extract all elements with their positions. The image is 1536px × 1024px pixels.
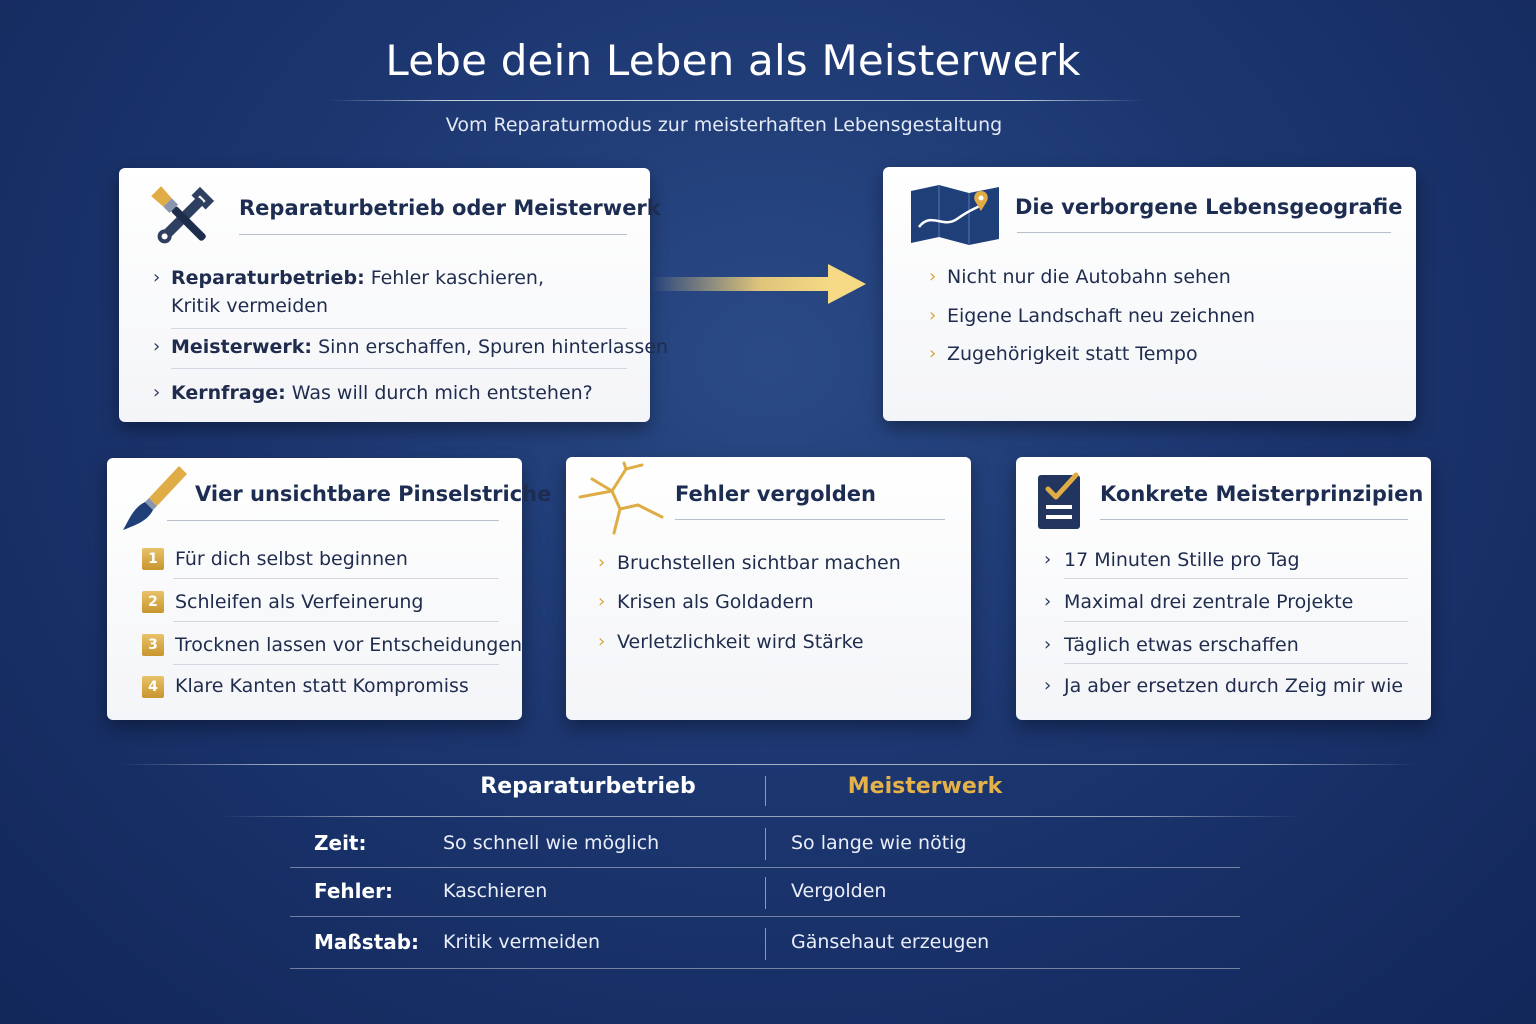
chevron-icon: ›	[598, 591, 606, 612]
list-item: Täglich etwas erschaffen	[1064, 634, 1299, 656]
list-item: Eigene Landschaft neu zeichnen	[947, 305, 1256, 327]
divider	[171, 328, 627, 329]
list-item: Nicht nur die Autobahn sehen	[947, 266, 1231, 288]
checklist-icon	[1036, 471, 1090, 531]
card-life-geography	[883, 167, 1416, 421]
list-item: Maximal drei zentrale Projekte	[1064, 591, 1354, 613]
list-item: Reparaturbetrieb: Fehler kaschieren,	[171, 267, 544, 289]
divider	[173, 664, 499, 665]
column-divider	[765, 877, 766, 909]
card-title: Konkrete Meisterprinzipien	[1100, 482, 1424, 506]
divider	[173, 578, 499, 579]
chevron-icon: ›	[929, 266, 937, 287]
number-badge: 2	[142, 591, 164, 613]
list-item-continuation: Kritik vermeiden	[171, 295, 329, 317]
arrow-right-icon	[652, 262, 870, 306]
row-label-time: Zeit:	[314, 831, 367, 855]
chevron-icon: ›	[929, 305, 937, 326]
list-item: Krisen als Goldadern	[617, 591, 814, 613]
divider	[1064, 621, 1408, 622]
column-divider	[765, 828, 766, 860]
card-brush-strokes	[107, 458, 552, 720]
page-title: Lebe dein Leben als Meisterwerk	[385, 36, 1081, 85]
table-top-rule	[120, 764, 1416, 765]
title-divider	[328, 100, 1144, 101]
chevron-icon: ›	[1044, 675, 1052, 696]
chevron-icon: ›	[1044, 591, 1052, 612]
cell-repair-standard: Kritik vermeiden	[443, 931, 601, 953]
chevron-icon: ›	[598, 631, 606, 652]
list-item: 17 Minuten Stille pro Tag	[1064, 549, 1300, 571]
chevron-icon: ›	[153, 336, 161, 357]
list-item: Schleifen als Verfeinerung	[175, 591, 424, 613]
list-item: Klare Kanten statt Kompromiss	[175, 675, 469, 697]
cell-masterpiece-time: So lange wie nötig	[791, 832, 967, 854]
wrench-brush-icon	[143, 182, 223, 254]
column-header-repair: Reparaturbetrieb	[480, 774, 696, 799]
table-rule	[220, 816, 1300, 817]
table-rule	[290, 968, 1240, 969]
number-badge: 1	[142, 548, 164, 570]
chevron-icon: ›	[153, 382, 161, 403]
cell-repair-time: So schnell wie möglich	[443, 832, 660, 854]
row-label-standard: Maßstab:	[314, 930, 420, 954]
chevron-icon: ›	[1044, 549, 1052, 570]
title-rule	[167, 520, 499, 521]
chevron-icon: ›	[598, 552, 606, 573]
card-title: Reparaturbetrieb oder Meisterwerk	[239, 196, 661, 220]
card-master-principles	[1016, 457, 1431, 720]
divider	[1064, 663, 1408, 664]
card-repair-or-masterpiece	[119, 168, 669, 422]
chevron-icon: ›	[1044, 634, 1052, 655]
list-item: Bruchstellen sichtbar machen	[617, 552, 901, 574]
list-item: Für dich selbst beginnen	[175, 548, 408, 570]
list-item: Verletzlichkeit wird Stärke	[617, 631, 864, 653]
divider	[171, 368, 627, 369]
table-rule	[290, 916, 1240, 917]
cell-masterpiece-mistakes: Vergolden	[791, 880, 887, 902]
list-item: Trocknen lassen vor Entscheidungen	[175, 634, 523, 656]
gold-crack-icon	[578, 461, 668, 535]
number-badge: 3	[142, 634, 164, 656]
title-rule	[1100, 519, 1408, 520]
cell-repair-mistakes: Kaschieren	[443, 880, 548, 902]
page-subtitle: Vom Reparaturmodus zur meisterhaften Lebensgestaltung	[445, 114, 1003, 136]
map-icon	[909, 183, 1001, 245]
list-item: Zugehörigkeit statt Tempo	[947, 343, 1198, 365]
list-item: Meisterwerk: Sinn erschaffen, Spuren hinterlassen	[171, 336, 669, 358]
row-label-mistakes: Fehler:	[314, 879, 393, 903]
title-rule	[675, 519, 945, 520]
list-item: Kernfrage: Was will durch mich entstehen?	[171, 382, 593, 404]
paintbrush-icon	[119, 462, 191, 534]
number-badge: 4	[142, 676, 164, 698]
list-item: Ja aber ersetzen durch Zeig mir wie	[1064, 675, 1404, 697]
column-divider	[765, 776, 766, 806]
card-gild-mistakes	[566, 457, 971, 720]
chevron-icon: ›	[929, 343, 937, 364]
chevron-icon: ›	[153, 267, 161, 288]
table-rule	[290, 867, 1240, 868]
divider	[1064, 578, 1408, 579]
cell-masterpiece-standard: Gänsehaut erzeugen	[791, 931, 990, 953]
divider	[173, 621, 499, 622]
card-title: Fehler vergolden	[675, 482, 876, 506]
title-rule	[239, 234, 627, 235]
card-title: Die verborgene Lebensgeografie	[1015, 195, 1403, 219]
column-divider	[765, 928, 766, 960]
card-title: Vier unsichtbare Pinselstriche	[195, 482, 552, 506]
column-header-masterpiece: Meisterwerk	[847, 774, 1003, 799]
title-rule	[1017, 232, 1391, 233]
